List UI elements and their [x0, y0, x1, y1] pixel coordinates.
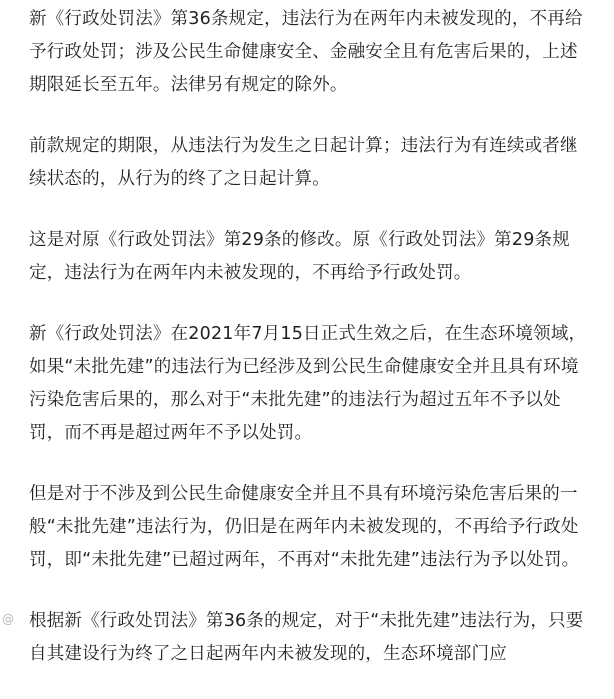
article-body: [29, 3, 595, 699]
paragraph-article-36: 新《行政处罚法》第36条规定，违法行为在两年内未被发现的，不再给予行政处罚；涉及公民生命健康安全、金融安全且有危害后果的，上述期限延长至五年。法律另有规定的除外。: [29, 9, 583, 95]
paragraph-effective-date: 新《行政处罚法》在2021年7月15日正式生效之后，在生态环境领域，如果“未批先建”的违法行为已经涉及到公民生命健康安全并且具有环境污染危害后果的，那么对于“未批先建”的违法行为超过五年不予以处罚，而不再是超过两年不予以处罚。: [29, 324, 587, 443]
paragraph-general-violation: 但是对于不涉及到公民生命健康安全并且不具有环境污染危害后果的一般“未批先建”违法行为，仍旧是在两年内未被发现的，不再给予行政处罚，即“未批先建”已超过两年，不再对“未批先建”违法行为予以处罚。: [29, 484, 580, 570]
paragraph-article-29-revision: 这是对原《行政处罚法》第29条的修改。原《行政处罚法》第29条规定，违法行为在两年内未被发现的，不再给予行政处罚。: [29, 230, 570, 283]
watermark-icon: @: [2, 612, 14, 626]
paragraph-period-calculation: 前款规定的期限，从违法行为发生之日起计算；违法行为有连续或者继续状态的，从行为的终了之日起计算。: [29, 136, 578, 189]
paragraph-conclusion: 根据新《行政处罚法》第36条的规定，对于“未批先建”违法行为，只要自其建设行为终了之日起两年内未被发现的，生态环境部门应: [29, 611, 584, 664]
